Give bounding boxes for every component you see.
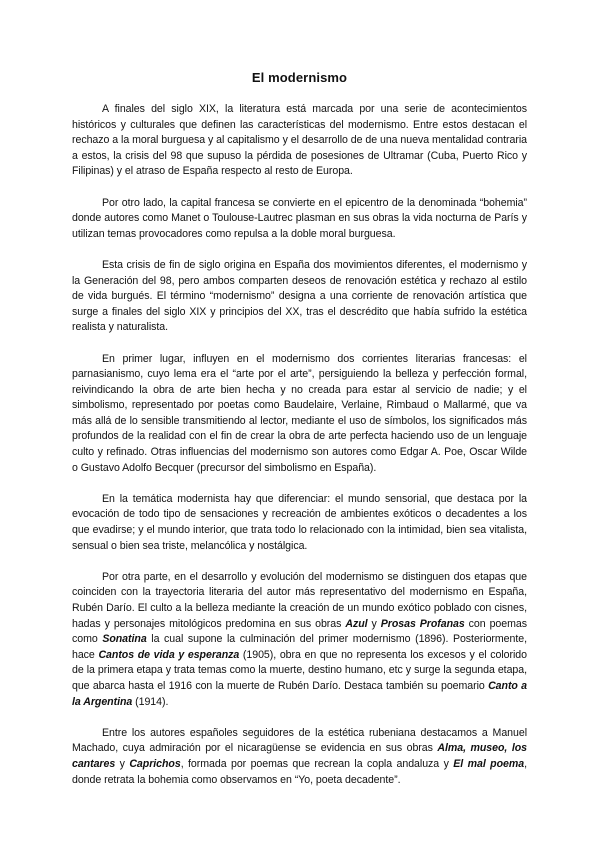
text-run: Por otra parte, en el desarrollo y evolución del modernismo se distinguen dos etapas que coinciden con la trayectoria literaria del autor más representativo del modernismo en España, Rubén Darío. El culto a la belleza mediante la creación de un mundo exótico poblado con cisnes, hadas y personajes mitológicos predomina en sus obras bbox=[72, 570, 527, 630]
text-run: la cual supone la culminación del primer modernismo (1896). Posteriormente, hace bbox=[72, 633, 527, 661]
document-title: El modernismo bbox=[251, 70, 348, 85]
paragraph-manuel-machado bbox=[72, 726, 527, 788]
text-run: (1914). bbox=[132, 695, 169, 708]
work-title-cantos-de-vida: Cantos de vida y esperanza bbox=[98, 648, 240, 661]
paragraph-crisis: Esta crisis de fin de siglo origina en España dos movimientos diferentes, el modernismo y la Generación del 98, pero ambos comparten deseos de renovación estética y rechazo al estilo de vida burgués. El término “modernismo” designa a una corriente de renovación artística que surge a finales del siglo XIX y principios del XX, tras el descrédito que había sufrido la estética realista y naturalista. bbox=[72, 258, 527, 334]
paragraph-bohemia: Por otro lado, la capital francesa se convierte en el epicentro de la denominada “bohemia” donde autores como Manet o Toulouse-Lautrec plasman en sus obras la vida nocturna de París y utilizan temas provocadores como repulsa a la doble moral burguesa. bbox=[72, 196, 527, 240]
work-title-prosas-profanas: Prosas Profanas bbox=[380, 617, 465, 630]
paragraph-ruben-dario bbox=[72, 570, 527, 710]
text-run: , donde retrata la bohemia como observamos en “Yo, poeta decadente”. bbox=[72, 757, 527, 786]
work-title-caprichos: Caprichos bbox=[129, 757, 181, 770]
paragraph-themes: En la temática modernista hay que diferenciar: el mundo sensorial, que destaca por la evocación de todo tipo de sensaciones y recreación de ambientes exóticos o decadentes a los que evadirse; y el mundo interior, que trata todo lo relacionado con la intimidad, bien sea vitalista, sensual o bien sea triste, melancólica y nostálgica. bbox=[72, 492, 527, 552]
paragraph-context: A finales del siglo XIX, la literatura está marcada por una serie de acontecimientos históricos y culturales que definen las características del modernismo. Entre estos destacan el rechazo a la moral burguesa y al capitalismo y el desarrollo de de una nueva mentalidad contraria a estos, la crisis del 98 que supuso la pérdida de posesiones de Ultramar (Cuba, Puerto Rico y Filipinas) y el atraso de España respecto al resto de Europa. bbox=[72, 103, 527, 178]
text-run: (1905), obra en que no representa los excesos y el colorido de la primera etapa y trata temas como la muerte, destino humano, etc y surge la segunda etapa, que abarca hasta el 1916 con la muerte de Rubén Darío. Destaca también su poemario bbox=[72, 648, 527, 692]
work-title-sonatina: Sonatina bbox=[102, 633, 147, 646]
work-title-azul: Azul bbox=[345, 617, 368, 630]
work-title-canto-a-la-argentina: Canto a la Argentina bbox=[72, 679, 527, 708]
paragraph-influences: En primer lugar, influyen en el modernismo dos corrientes literarias francesas: el parnasianismo, cuyo lema era el “arte por el arte”, persiguiendo la belleza y perfección formal, reivindicando la obra de arte bien hecha y no creada para estar al servicio de nadie; y el simbolismo, representado por poetas como Baudelaire, Verlaine, Rimbaud o Mallarmé, que va más allá de lo sensible transmitiendo al lector, mediante el uso de símbolos, los significados más profundos de la realidad con el fin de crear la obra de arte perfecta haciendo uso de un lenguaje culto y refinado. Otras influencias del modernismo son autores como Edgar A. Poe, Oscar Wilde o Gustavo Adolfo Becquer (precursor del simbolismo en España). bbox=[72, 352, 527, 474]
text-run: y bbox=[367, 617, 381, 630]
work-title-alma: Alma, museo, los cantares bbox=[72, 742, 527, 770]
text-run: , formada por poemas que recrean la copla andaluza y bbox=[180, 757, 454, 770]
text-run: y bbox=[115, 757, 130, 770]
text-run: con poemas como bbox=[72, 617, 527, 646]
work-title-el-mal-poema: El mal poema bbox=[453, 757, 525, 770]
text-run: Entre los autores españoles seguidores de la estética rubeniana destacamos a Manuel Machado, cuya admiración por el nicaragüense se evidencia en sus obras bbox=[72, 726, 527, 755]
